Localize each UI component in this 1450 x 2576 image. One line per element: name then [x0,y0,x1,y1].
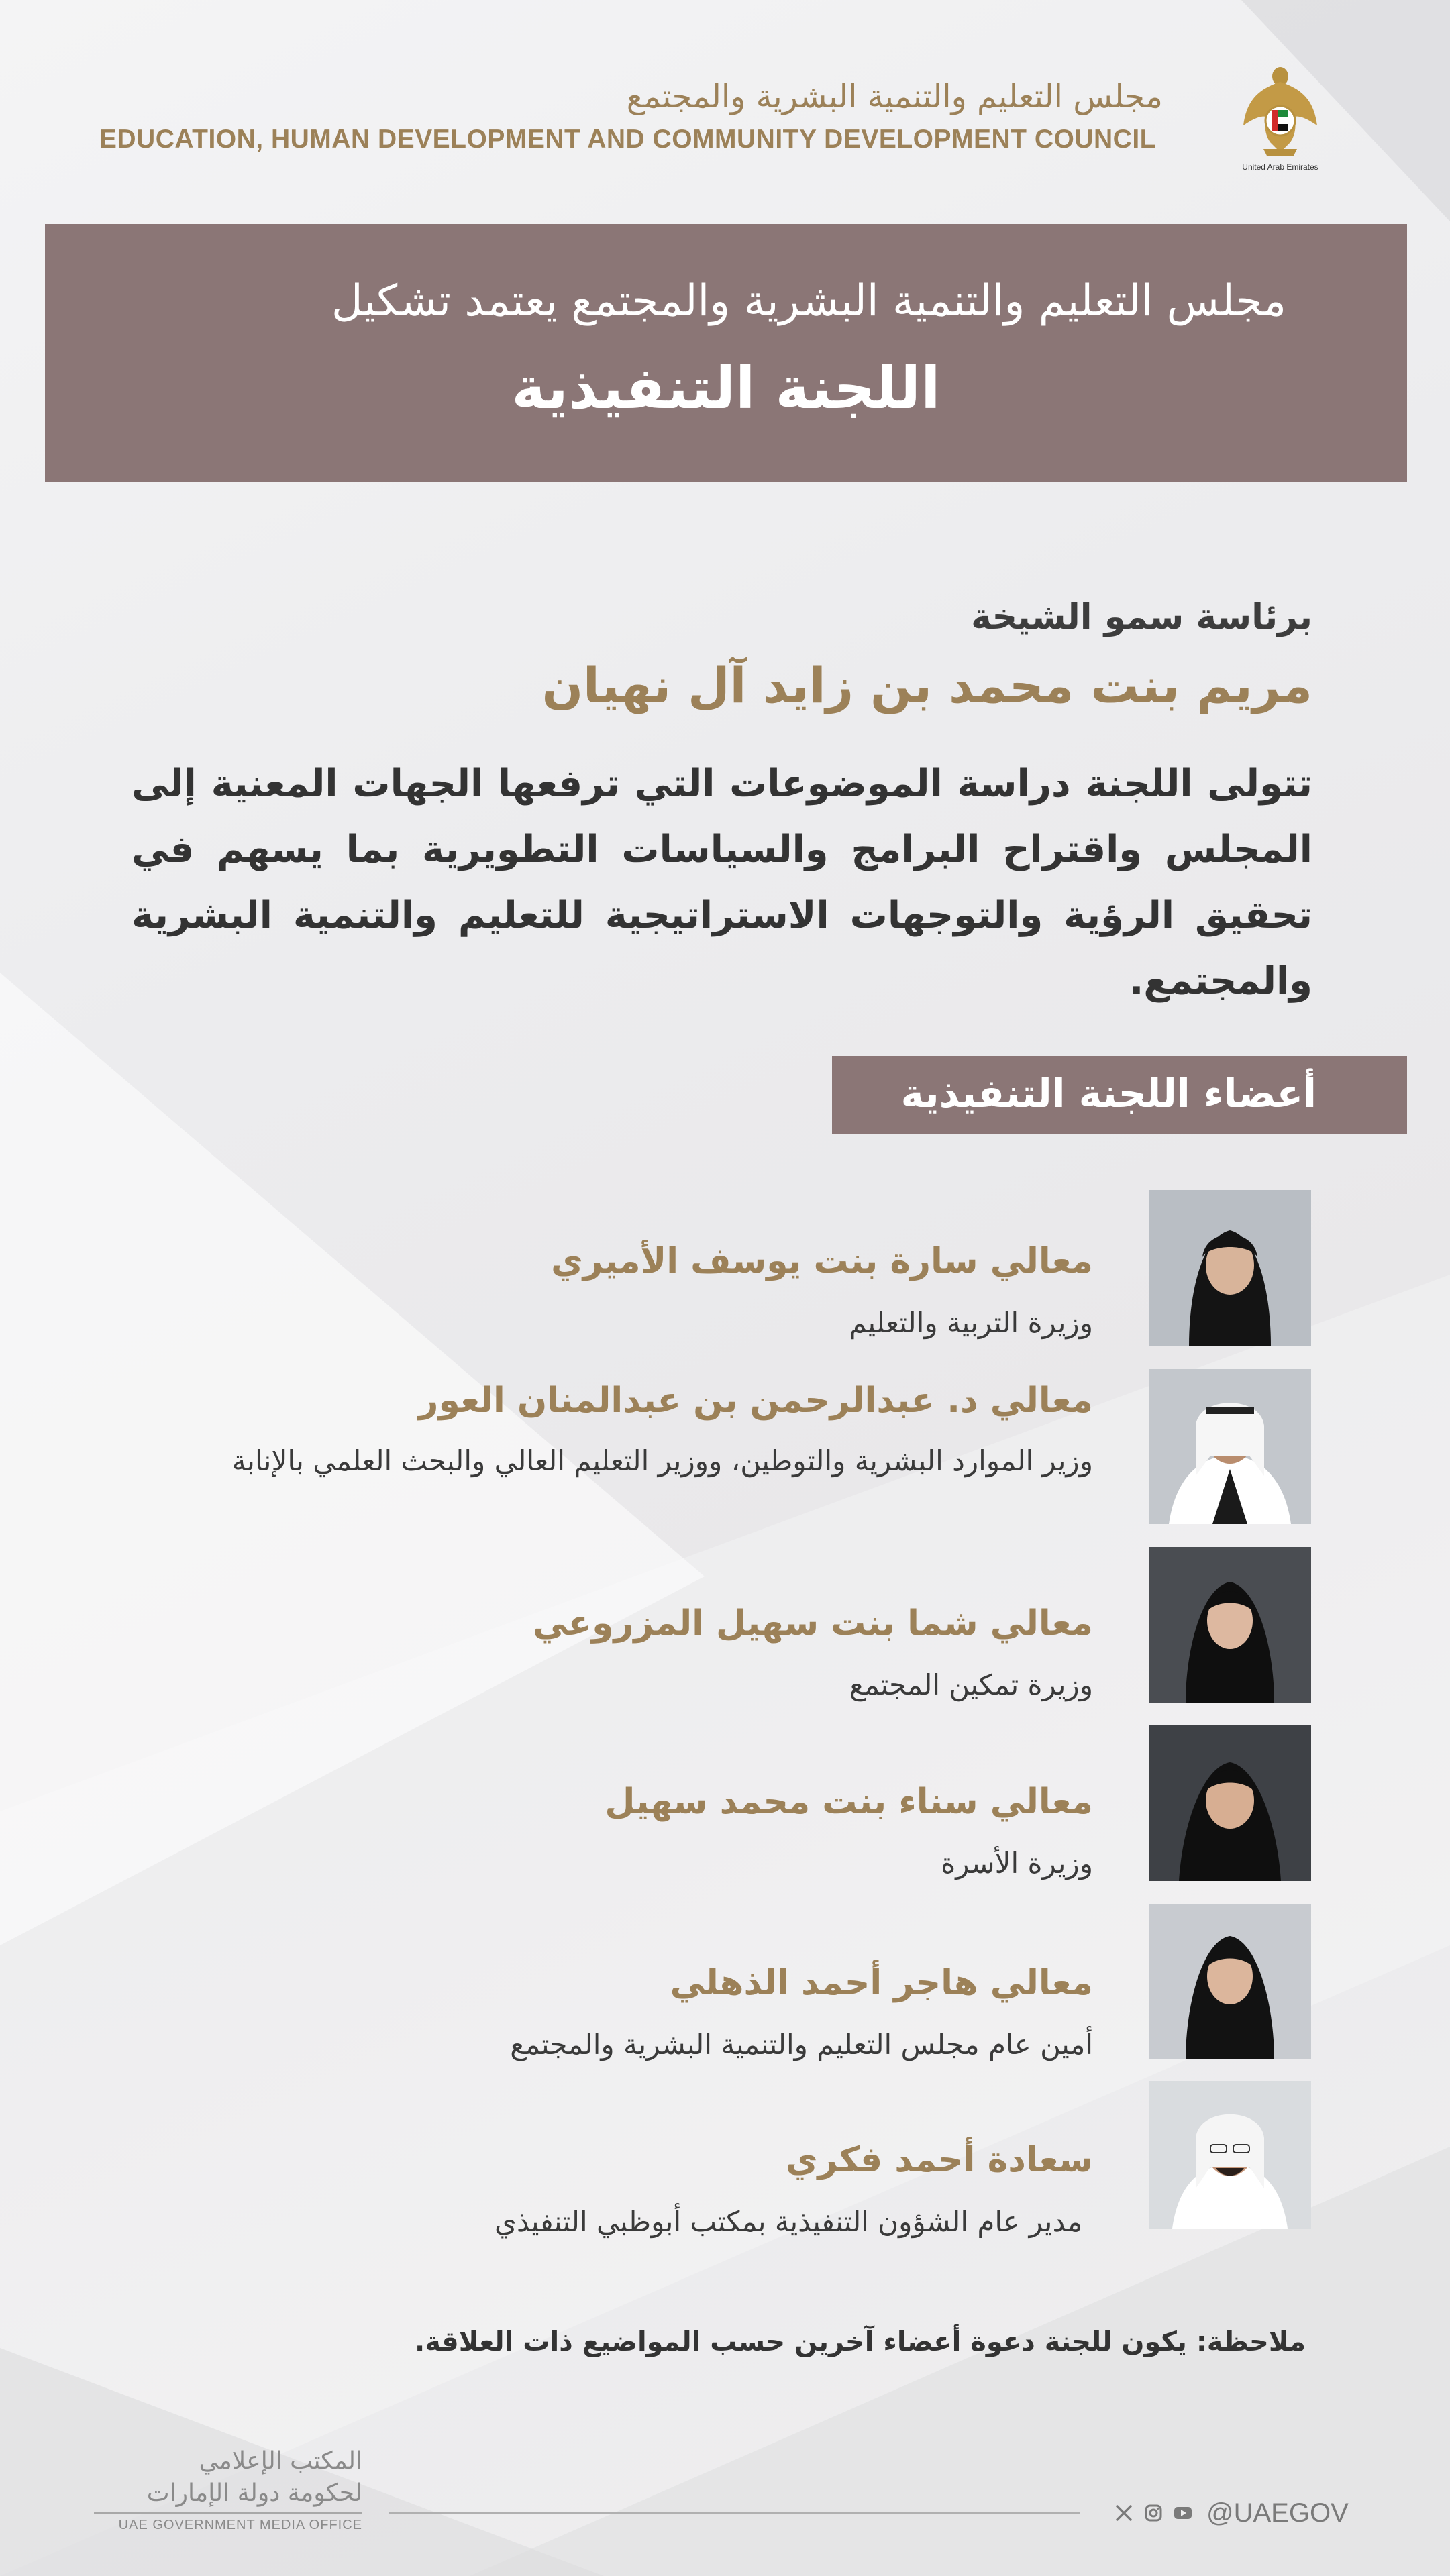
committee-description: تتولى اللجنة دراسة الموضوعات التي ترفعها الجهات المعنية إلى المجلس واقتراح البرامج والسياسات التطويرية بما يسهم في تحقيق الرؤية والتوجهات الاستراتيجية للتعليم والتنمية البشرية والمجتمع. [132,762,1312,1003]
members-section-header [832,1056,1407,1134]
members-header-label: أعضاء اللجنة التنفيذية [900,1071,1316,1116]
youtube-icon[interactable] [1173,2503,1193,2523]
media-office-english: UAE GOVERNMENT MEDIA OFFICE [118,2518,362,2532]
emblem-caption: United Arab Emirates [1242,162,1318,172]
member-name: سعادة أحمد فكري [785,2140,1093,2180]
falcon-emblem-icon [1240,62,1320,162]
member-role: وزيرة تمكين المجتمع [849,1668,1093,1701]
member-role: مدير عام الشؤون التنفيذية بمكتب أبوظبي التنفيذي [494,2205,1082,2238]
media-office-arabic-line1: المكتب الإعلامي [199,2447,362,2475]
social-links [1114,2494,1349,2532]
footer-divider [389,2512,1080,2514]
footnote: ملاحظة: يكون للجنة دعوة أعضاء آخرين حسب المواضيع ذات العلاقة. [415,2326,1306,2357]
member-name: معالي هاجر أحمد الذهلي [670,1963,1093,2003]
x-icon[interactable] [1114,2503,1134,2523]
social-handle[interactable]: @UAEGOV [1206,2498,1349,2528]
chair-label: برئاسة سمو الشيخة [971,597,1312,637]
member-role: وزيرة الأسرة [941,1847,1093,1880]
member-name: معالي سارة بنت يوسف الأميري [551,1241,1093,1281]
member-role: وزير الموارد البشرية والتوطين، ووزير التعليم العالي والبحث العلمي بالإنابة [231,1444,1093,1477]
banner-title: اللجنة التنفيذية [511,355,941,422]
member-role: أمين عام مجلس التعليم والتنمية البشرية والمجتمع [510,2028,1093,2061]
divider [94,2512,362,2514]
banner-subtitle: مجلس التعليم والتنمية البشرية والمجتمع يعتمد تشكيل [331,276,1286,326]
member-name: معالي شما بنت سهيل المزروعي [533,1603,1093,1644]
member-name: معالي سناء بنت محمد سهيل [605,1782,1093,1822]
instagram-icon[interactable] [1143,2503,1163,2523]
title-banner [45,224,1407,482]
chair-name: مريم بنت محمد بن زايد آل نهيان [541,657,1312,714]
media-office-logo [94,2445,389,2533]
member-name: معالي د. عبدالرحمن بن عبدالمنان العور [418,1381,1093,1421]
uae-emblem [1233,62,1327,182]
council-name-english: EDUCATION, HUMAN DEVELOPMENT AND COMMUNITY DEVELOPMENT COUNCIL [99,125,1156,154]
media-office-arabic-line2: لحكومة دولة الإمارات [146,2479,362,2507]
council-name-arabic: مجلس التعليم والتنمية البشرية والمجتمع [626,78,1163,115]
member-role: وزيرة التربية والتعليم [849,1306,1093,1339]
